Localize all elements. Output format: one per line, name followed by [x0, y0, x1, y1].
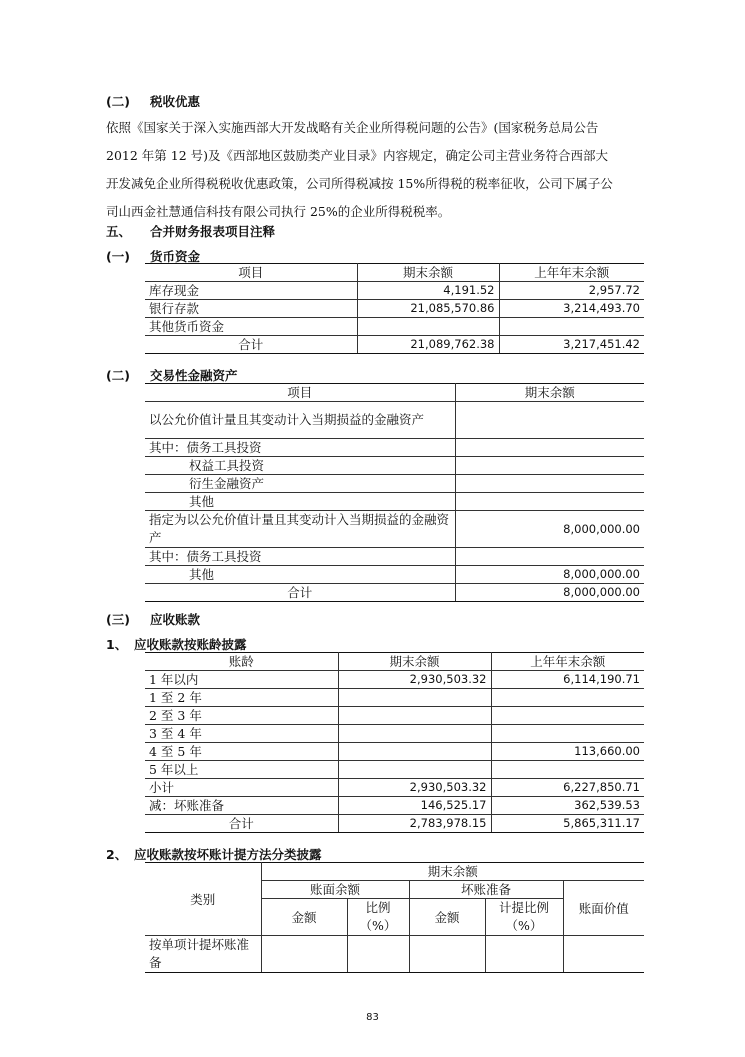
row-label: 1 年以内: [145, 671, 338, 689]
row-label: 银行存款: [145, 300, 357, 318]
value-cell: [338, 707, 491, 725]
value-cell: [455, 475, 644, 493]
row-label: 合计: [145, 584, 455, 602]
value-cell: [455, 439, 644, 457]
table-header-row: [145, 653, 644, 671]
value-cell: [338, 725, 491, 743]
value-cell: 8,000,000.00: [455, 511, 644, 548]
value-cell: 4,191.52: [357, 282, 499, 300]
row-label: 其他: [145, 566, 455, 584]
value-cell: [338, 689, 491, 707]
value-cell: [261, 936, 347, 973]
value-cell: [499, 318, 644, 336]
section5-title: 合并财务报表项目注释: [150, 224, 276, 239]
table-row: [145, 511, 644, 548]
row-label: 2 至 3 年: [145, 707, 338, 725]
header-cell: 期末余额: [455, 384, 644, 402]
value-cell: [455, 402, 644, 439]
receivable-sub1-title: 应收账款按账龄披露: [134, 637, 247, 652]
value-cell: [347, 936, 409, 973]
section5-number: 五、: [106, 224, 132, 239]
tax-line-3: 开发减免企业所得税税收优惠政策，公司所得税减按 15%所得税的税率征收，公司下属子公: [106, 176, 613, 191]
tax-heading-number: (二): [106, 94, 130, 109]
table-row: [145, 797, 644, 815]
table-header-row: [145, 384, 644, 402]
table-row: [145, 475, 644, 493]
value-cell: 3,214,493.70: [499, 300, 644, 318]
value-cell: [338, 761, 491, 779]
row-label: 减：坏账准备: [145, 797, 338, 815]
row-label: 指定为以公允价值计量且其变动计入当期损益的金融资产: [145, 511, 455, 548]
value-cell: 2,783,978.15: [338, 815, 491, 833]
row-label: 4 至 5 年: [145, 743, 338, 761]
value-cell: [491, 761, 644, 779]
value-cell: 21,089,762.38: [357, 336, 499, 354]
value-cell: [491, 725, 644, 743]
row-label: 按单项计提坏账准备: [145, 936, 261, 973]
receivable-sub1-number: 1、: [106, 637, 128, 652]
value-cell: 8,000,000.00: [455, 566, 644, 584]
value-cell: [455, 548, 644, 566]
receivable-sub2-number: 2、: [106, 847, 128, 862]
header-cell: 类别: [145, 863, 261, 936]
total-row: [145, 815, 644, 833]
header-cell: 坏账准备: [409, 881, 563, 899]
row-label: 合计: [145, 815, 338, 833]
page-number: 83: [366, 1012, 379, 1023]
value-cell: [338, 743, 491, 761]
table-row: [145, 707, 644, 725]
tax-heading: 税收优惠: [150, 94, 201, 109]
value-cell: 113,660.00: [491, 743, 644, 761]
header-cell: 计提比例（%）: [485, 899, 563, 936]
table-row: [145, 439, 644, 457]
row-label: 其他货币资金: [145, 318, 357, 336]
receivable-title: 应收账款: [150, 612, 201, 627]
value-cell: 362,539.53: [491, 797, 644, 815]
row-label: 3 至 4 年: [145, 725, 338, 743]
table-row: [145, 402, 644, 439]
row-label: 其中：债务工具投资: [145, 439, 455, 457]
tax-line-4: 司山西金社慧通信科技有限公司执行 25%的企业所得税税率。: [106, 204, 451, 219]
header-cell: 期末余额: [357, 264, 499, 282]
tax-paragraph: [106, 114, 646, 226]
table-row: [145, 936, 644, 973]
value-cell: [357, 318, 499, 336]
total-row: [145, 336, 644, 354]
header-cell: 项目: [145, 384, 455, 402]
cash-title: 货币资金: [150, 249, 201, 264]
receivable-number: (三): [106, 612, 130, 627]
value-cell: [485, 936, 563, 973]
row-label: 库存现金: [145, 282, 357, 300]
row-label: 衍生金融资产: [145, 475, 455, 493]
value-cell: 3,217,451.42: [499, 336, 644, 354]
category-table: [145, 862, 644, 973]
table-header-row: [145, 264, 644, 282]
total-row: [145, 584, 644, 602]
table-row: [145, 779, 644, 797]
trading-number: (二): [106, 368, 130, 383]
header-cell: 期末余额: [261, 863, 644, 881]
table-row: [145, 493, 644, 511]
table-header-row: [145, 863, 644, 881]
value-cell: 2,957.72: [499, 282, 644, 300]
trading-table: [145, 383, 644, 602]
tax-line-1: 依照《国家关于深入实施西部大开发战略有关企业所得税问题的公告》(国家税务总局公告: [106, 120, 599, 135]
value-cell: 2,930,503.32: [338, 671, 491, 689]
value-cell: [491, 689, 644, 707]
value-cell: [409, 936, 485, 973]
value-cell: [563, 936, 644, 973]
cash-table: [145, 263, 644, 354]
table-row: [145, 548, 644, 566]
row-label: 合计: [145, 336, 357, 354]
row-label: 5 年以上: [145, 761, 338, 779]
value-cell: 8,000,000.00: [455, 584, 644, 602]
table-row: [145, 457, 644, 475]
table-row: [145, 761, 644, 779]
row-label: 小计: [145, 779, 338, 797]
margin-mark: [106, 187, 126, 188]
trading-title: 交易性金融资产: [150, 368, 238, 383]
table-row: [145, 671, 644, 689]
table-row: [145, 300, 644, 318]
table-row: [145, 566, 644, 584]
value-cell: 2,930,503.32: [338, 779, 491, 797]
value-cell: 146,525.17: [338, 797, 491, 815]
table-row: [145, 282, 644, 300]
row-label: 以公允价值计量且其变动计入当期损益的金融资产: [145, 402, 455, 439]
header-cell: 账面价值: [563, 881, 644, 936]
value-cell: 6,227,850.71: [491, 779, 644, 797]
table-row: [145, 318, 644, 336]
row-label: 权益工具投资: [145, 457, 455, 475]
value-cell: 21,085,570.86: [357, 300, 499, 318]
aging-table: [145, 652, 644, 833]
tax-line-2: 2012 年第 12 号)及《西部地区鼓励类产业目录》内容规定，确定公司主营业务符合西部大: [106, 148, 609, 163]
value-cell: 6,114,190.71: [491, 671, 644, 689]
receivable-sub2-title: 应收账款按坏账计提方法分类披露: [134, 847, 322, 862]
row-label: 其他: [145, 493, 455, 511]
header-cell: 金额: [409, 899, 485, 936]
row-label: 1 至 2 年: [145, 689, 338, 707]
header-cell: 账面余额: [261, 881, 409, 899]
header-cell: 项目: [145, 264, 357, 282]
header-cell: 比例（%）: [347, 899, 409, 936]
header-cell: 期末余额: [338, 653, 491, 671]
value-cell: [491, 707, 644, 725]
table-row: [145, 689, 644, 707]
value-cell: [455, 493, 644, 511]
table-row: [145, 743, 644, 761]
header-cell: 金额: [261, 899, 347, 936]
header-cell: 账龄: [145, 653, 338, 671]
header-cell: 上年年末余额: [499, 264, 644, 282]
value-cell: 5,865,311.17: [491, 815, 644, 833]
header-cell: 上年年末余额: [491, 653, 644, 671]
cash-number: (一): [106, 249, 130, 264]
value-cell: [455, 457, 644, 475]
row-label: 其中：债务工具投资: [145, 548, 455, 566]
table-row: [145, 725, 644, 743]
